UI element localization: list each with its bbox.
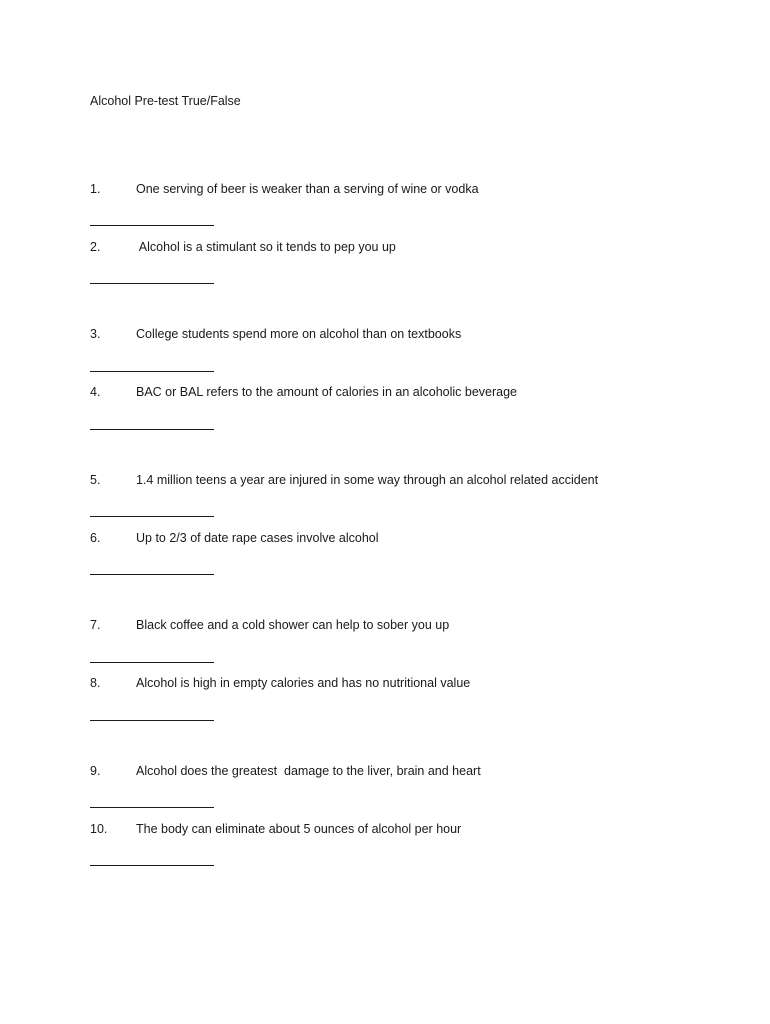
answer-blank[interactable] bbox=[90, 807, 214, 808]
answer-blank[interactable] bbox=[90, 371, 214, 372]
question-number: 8. bbox=[90, 676, 101, 690]
answer-blank[interactable] bbox=[90, 516, 214, 517]
question-text: Alcohol is a stimulant so it tends to pep you up bbox=[136, 240, 396, 254]
question-number: 9. bbox=[90, 764, 101, 778]
document-title: Alcohol Pre-test True/False bbox=[90, 94, 241, 108]
question-text: College students spend more on alcohol than on textbooks bbox=[136, 327, 462, 341]
question-number: 5. bbox=[90, 473, 101, 487]
question-text: Alcohol is high in empty calories and has no nutritional value bbox=[136, 676, 471, 690]
question-text: One serving of beer is weaker than a serving of wine or vodka bbox=[136, 182, 479, 196]
answer-blank[interactable] bbox=[90, 225, 214, 226]
answer-blank[interactable] bbox=[90, 662, 214, 663]
question-number: 4. bbox=[90, 385, 101, 399]
question-text: Up to 2/3 of date rape cases involve alcohol bbox=[136, 531, 379, 545]
answer-blank[interactable] bbox=[90, 429, 214, 430]
question-number: 6. bbox=[90, 531, 101, 545]
answer-blank[interactable] bbox=[90, 574, 214, 575]
question-number: 1. bbox=[90, 182, 101, 196]
question-number: 2. bbox=[90, 240, 101, 254]
question-number: 3. bbox=[90, 327, 101, 341]
question-text: Black coffee and a cold shower can help to sober you up bbox=[136, 618, 450, 632]
answer-blank[interactable] bbox=[90, 283, 214, 284]
question-text: BAC or BAL refers to the amount of calories in an alcoholic beverage bbox=[136, 385, 517, 399]
answer-blank[interactable] bbox=[90, 865, 214, 866]
question-text: The body can eliminate about 5 ounces of alcohol per hour bbox=[136, 822, 462, 836]
answer-blank[interactable] bbox=[90, 720, 214, 721]
question-text: Alcohol does the greatest damage to the liver, brain and heart bbox=[136, 764, 481, 778]
question-number: 10. bbox=[90, 822, 108, 836]
question-text: 1.4 million teens a year are injured in some way through an alcohol related accident bbox=[136, 473, 599, 487]
question-number: 7. bbox=[90, 618, 101, 632]
